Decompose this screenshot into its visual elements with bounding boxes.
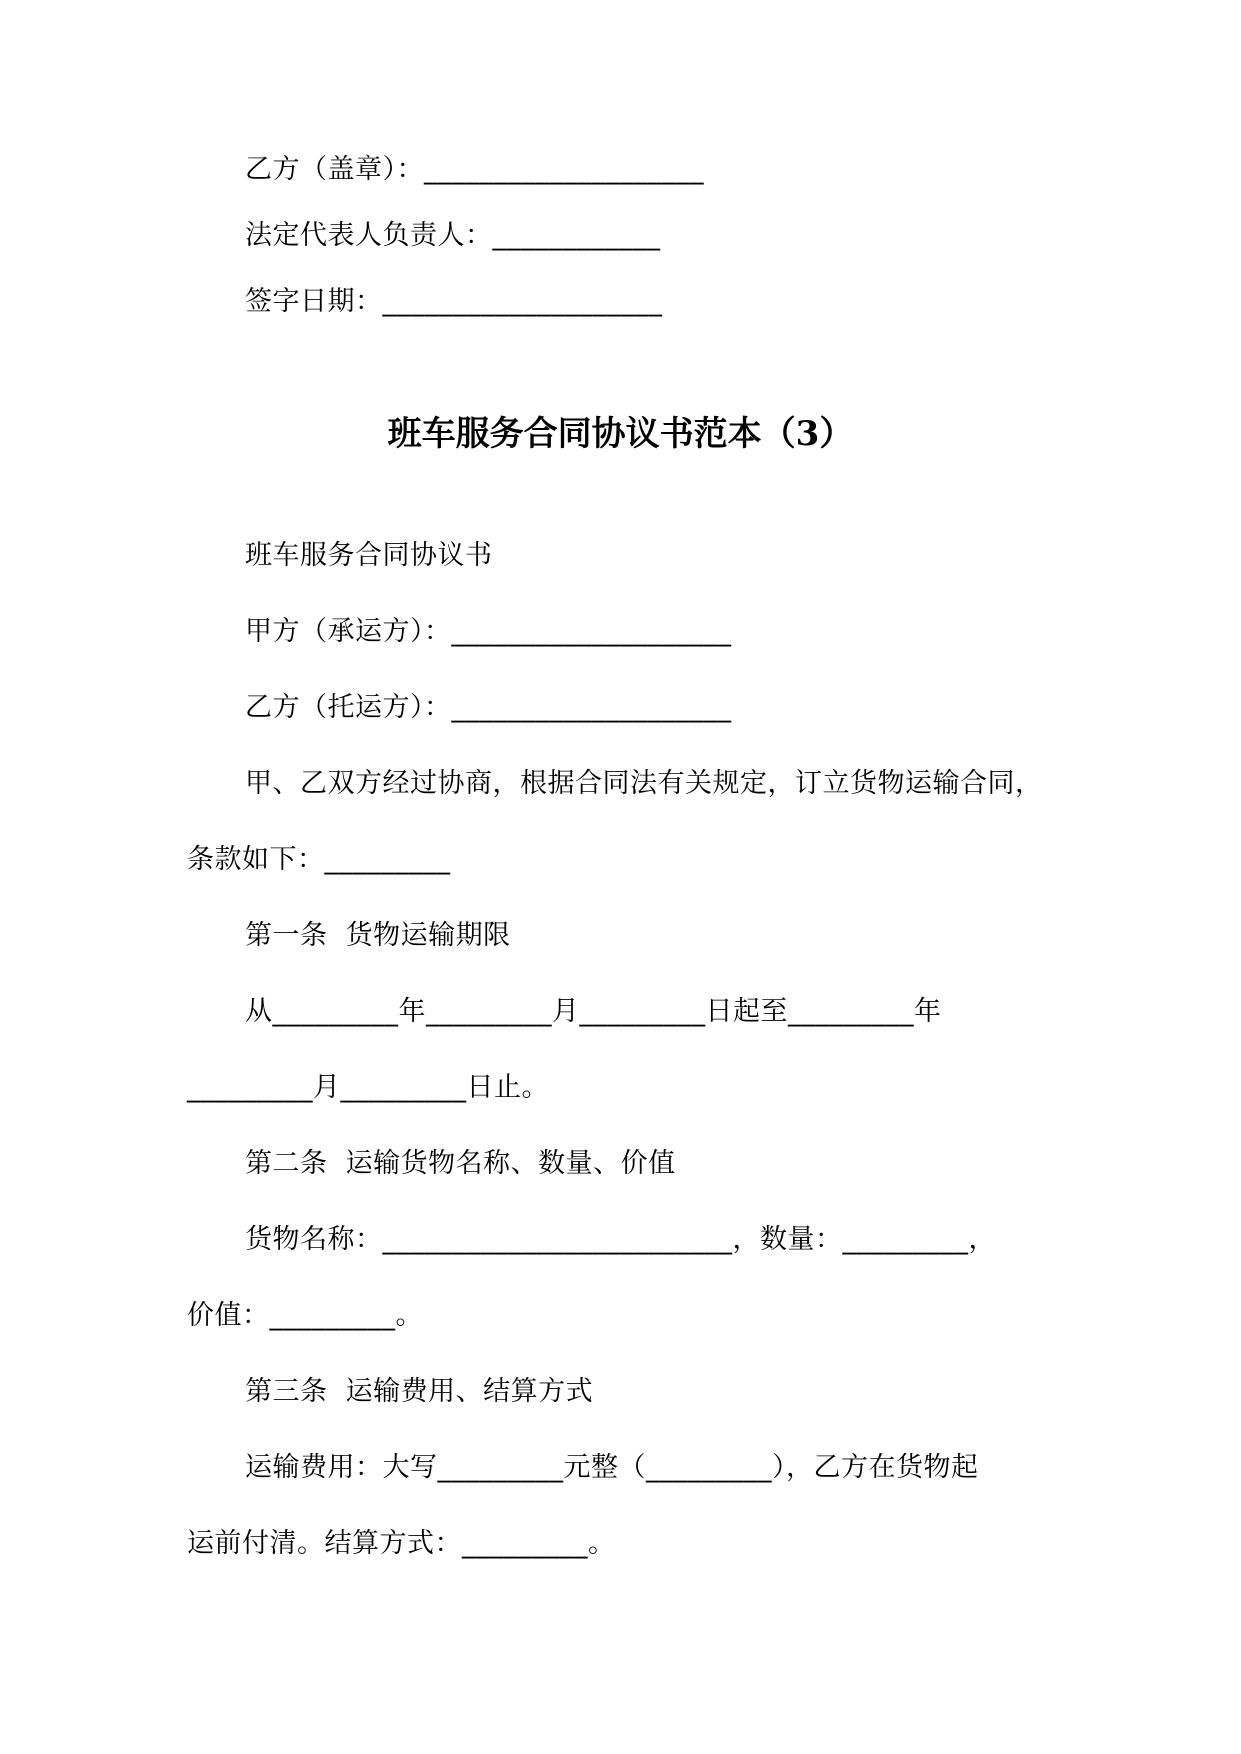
article-3-line-2: 运前付清。结算方式：_________。 [187, 1528, 616, 1559]
intro-paragraph-line-1: 甲、乙双方经过协商，根据合同法有关规定，订立货物运输合同， [245, 768, 1043, 799]
signature-date-line: 签字日期：____________________ [245, 286, 663, 317]
article-2-line-2: 价值：_________。 [187, 1300, 423, 1331]
party-b-line: 乙方（托运方）：____________________ [245, 692, 732, 723]
article-2-heading: 第二条 运输货物名称、数量、价值 [245, 1148, 676, 1179]
article-3-line-1: 运输费用：大写_________元整（_________），乙方在货物起 [245, 1452, 979, 1483]
party-a-line: 甲方（承运方）：____________________ [245, 616, 732, 647]
article-1-line-2: _________月_________日止。 [187, 1072, 549, 1103]
article-2-line-1: 货物名称：_________________________，数量：_________， [245, 1224, 996, 1255]
legal-representative-line: 法定代表人负责人：____________ [245, 220, 661, 251]
party-b-seal-line: 乙方（盖章）：____________________ [245, 154, 704, 185]
article-1-line-1: 从_________年_________月_________日起至_________年 [245, 996, 942, 1027]
intro-paragraph-line-2: 条款如下：_________ [187, 844, 451, 875]
document-title: 班车服务合同协议书范本（3） [387, 414, 854, 454]
contract-subtitle: 班车服务合同协议书 [245, 540, 493, 571]
article-1-heading: 第一条 货物运输期限 [245, 920, 511, 951]
article-3-heading: 第三条 运输费用、结算方式 [245, 1376, 594, 1407]
